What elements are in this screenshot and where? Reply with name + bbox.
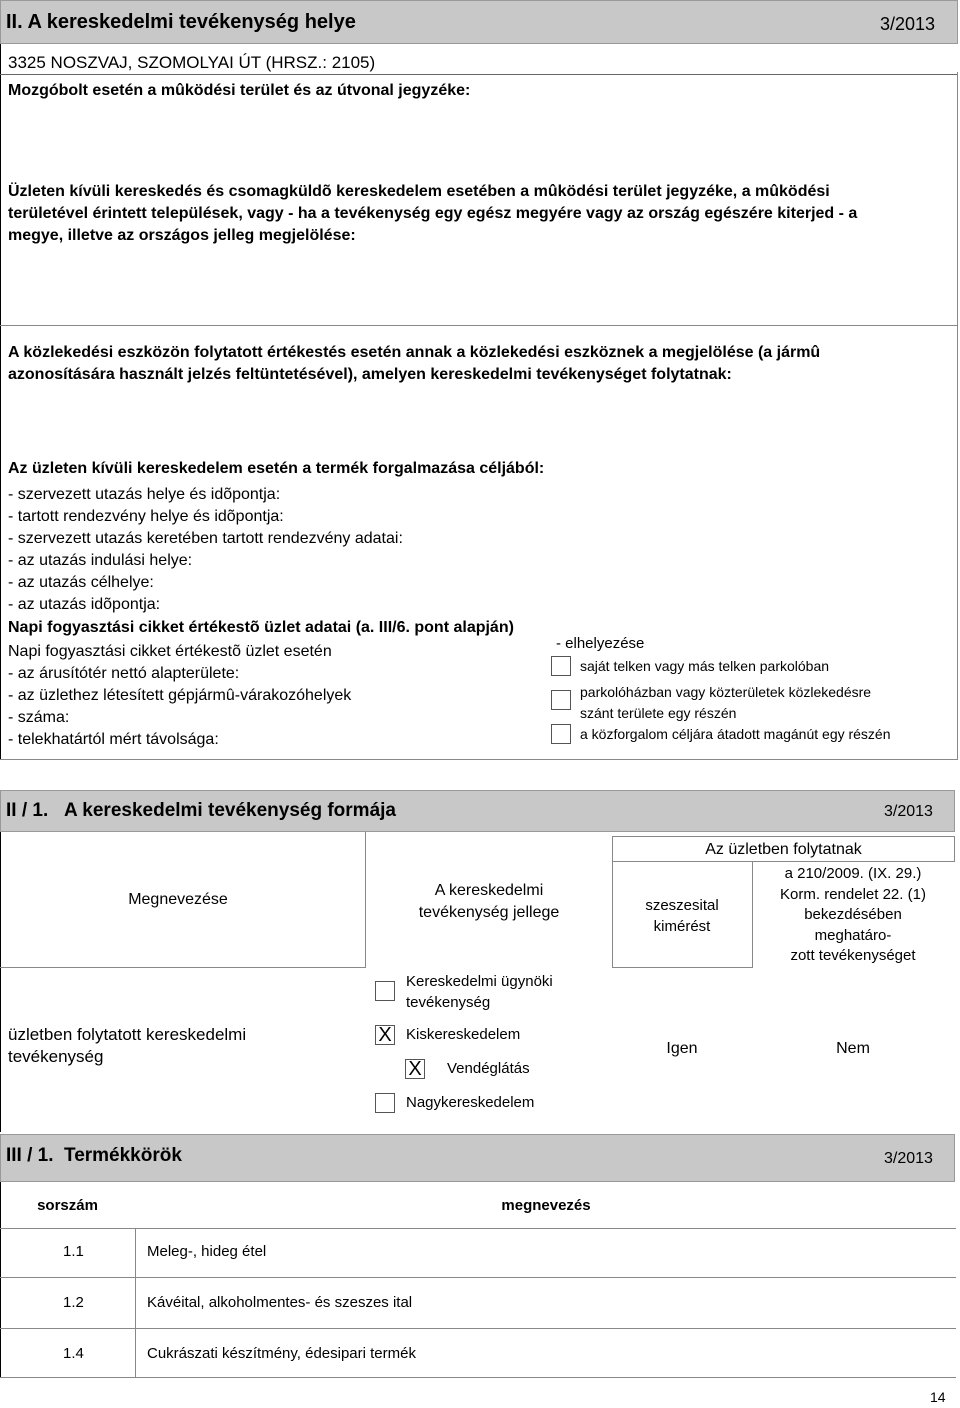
- table-cell-name: Kávéital, alkoholmentes- és szeszes ital: [147, 1294, 413, 1311]
- border-left: [0, 44, 1, 760]
- table-border: [612, 967, 753, 968]
- option-label-wholesale: Nagykereskedelem: [406, 1094, 535, 1111]
- list-item: - az üzlethez létesített gépjármû-várakozóhelyek: [8, 687, 352, 704]
- column-header-no: sorszám: [37, 1197, 98, 1214]
- section-year: 3/2013: [880, 14, 936, 34]
- checkbox-agent[interactable]: [375, 981, 395, 1001]
- checkbox-retail[interactable]: X: [375, 1025, 395, 1045]
- list-item: Napi fogyasztási cikket értékestõ üzlet esetén: [8, 643, 332, 660]
- option-label-retail: Kiskereskedelem: [406, 1026, 521, 1043]
- column-header-name: megnevezés: [501, 1197, 591, 1214]
- list-item: - szervezett utazás keretében tartott rendezvény adatai:: [8, 530, 403, 547]
- list-item: - az árusítótér nettó alapterülete:: [8, 665, 240, 682]
- transport-heading: A közlekedési eszközön folytatott értékestés esetén annak a közlekedési eszköznek a megjelölése (a jármû azonosítására használt jelzés feltüntetésével), amelyen kereskedelmi tevékenységet folytatnak:: [8, 344, 821, 383]
- placement-option: parkolóházban vagy közterületek közlekedésre: [580, 684, 872, 700]
- offstore-heading: Az üzleten kívüli kereskedelem esetén a termék forgalmazása céljából:: [8, 460, 545, 477]
- table-border: [0, 1277, 956, 1278]
- list-item: - szervezett utazás helye és idõpontja:: [8, 486, 281, 503]
- checkbox-wholesale[interactable]: [375, 1093, 395, 1113]
- table-border: [135, 1228, 136, 1378]
- section-title: Termékkörök: [64, 1145, 182, 1166]
- option-label-agent: Kereskedelmi ügynöki tevékenység: [406, 973, 553, 1011]
- table-border: [612, 861, 955, 862]
- napi-heading: Napi fogyasztási cikket értékestõ üzlet adatai (a. III/6. pont alapján): [8, 619, 514, 636]
- list-item: - tartott rendezvény helye és idõpontja:: [8, 508, 284, 525]
- section-title: II. A kereskedelmi tevékenység helye: [6, 11, 356, 33]
- section-bottom-border: [0, 759, 958, 760]
- table-cell-no: 1.4: [63, 1345, 84, 1362]
- placement-option: szánt területe egy részén: [580, 705, 737, 721]
- decree-value: Nem: [836, 1040, 870, 1057]
- placement-option: a közforgalom céljára átadott magánút egy részén: [580, 726, 891, 742]
- list-item: - az utazás indulási helye:: [8, 552, 193, 569]
- table-border: [612, 836, 955, 837]
- mobile-store-heading: Mozgóbolt esetén a mûködési terület és az útvonal jegyzéke:: [8, 82, 471, 99]
- address-field: 3325 NOSZVAJ, SZOMOLYAI ÚT (HRSZ.: 2105): [8, 53, 376, 72]
- option-label-catering: Vendéglátás: [447, 1060, 530, 1077]
- divider: [0, 74, 957, 75]
- table-border: [0, 832, 1, 1132]
- checkbox-catering[interactable]: X: [405, 1059, 425, 1079]
- table-cell-name: Meleg-, hideg étel: [147, 1243, 267, 1260]
- section-title-prefix: III / 1.: [6, 1145, 54, 1166]
- table-border: [0, 1328, 956, 1329]
- offstore-list: [8, 484, 403, 616]
- section-year: 3/2013: [884, 1150, 933, 1167]
- divider: [0, 325, 957, 326]
- table-cell-name: Cukrászati készítmény, édesipari termék: [147, 1345, 416, 1362]
- table-cell-no: 1.1: [63, 1243, 84, 1260]
- alcohol-value: Igen: [666, 1040, 698, 1057]
- column-header-decree: a 210/2009. (IX. 29.) Korm. rendelet 22. (1) bekezdésében meghatáro- zott tevékenységet: [780, 865, 926, 964]
- section-year: 3/2013: [884, 803, 933, 820]
- placement-label: - elhelyezése: [556, 635, 645, 652]
- list-item: - száma:: [8, 709, 70, 726]
- column-header-alcohol: szeszesital kimérést: [645, 897, 719, 935]
- outside-store-heading: Üzleten kívüli kereskedés és csomagküldõ kereskedelem esetében a mûködési terület jegyzéke, a mûködési területével érintett települések, vagy - ha a tevékenység egy egész megyére vagy az ország egészére kiterjed - a megye, illetve az országos jelleg megjelölése:: [8, 183, 858, 244]
- list-item: - az utazás célhelye:: [8, 574, 154, 591]
- placement-checkbox-parking-house[interactable]: [551, 690, 571, 710]
- section-title: A kereskedelmi tevékenység formája: [64, 800, 396, 821]
- column-header-group: Az üzletben folytatnak: [705, 841, 862, 858]
- list-item: - az utazás idõpontja:: [8, 596, 161, 613]
- list-item: - telekhatártól mért távolsága:: [8, 731, 219, 748]
- placement-option: saját telken vagy más telken parkolóban: [580, 658, 830, 674]
- table-cell-no: 1.2: [63, 1294, 84, 1311]
- placement-checkbox-own-lot[interactable]: [551, 656, 571, 676]
- table-border: [0, 1377, 956, 1378]
- placement-checkbox-private-road[interactable]: [551, 724, 571, 744]
- column-header-name: Megnevezése: [128, 891, 228, 908]
- table-border: [0, 1228, 956, 1229]
- section-title-prefix: II / 1.: [6, 800, 49, 821]
- row-name: üzletben folytatott kereskedelmi tevékenység: [8, 1025, 247, 1066]
- column-header-type: A kereskedelmi tevékenység jellege: [418, 882, 560, 921]
- border-right: [957, 72, 958, 760]
- napi-list: [8, 641, 351, 751]
- page-number: 14: [930, 1389, 946, 1405]
- table-border: [0, 967, 366, 968]
